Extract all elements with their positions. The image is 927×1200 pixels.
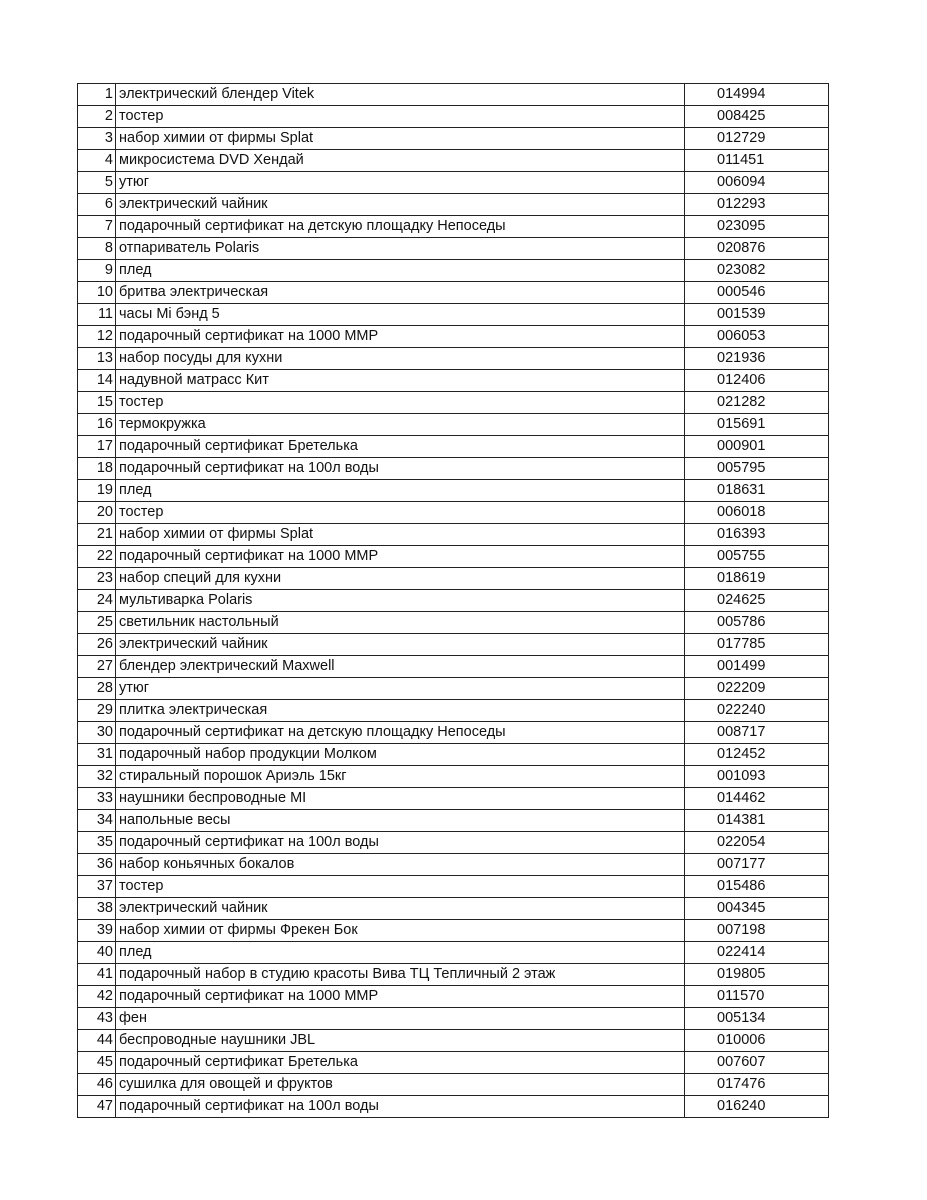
table-row (78, 898, 829, 920)
row-number-cell: 17 (78, 436, 116, 458)
row-number-cell: 29 (78, 700, 116, 722)
row-number-cell: 43 (78, 1008, 116, 1030)
table-row (78, 766, 829, 788)
item-name-cell: утюг (116, 678, 685, 700)
row-number-cell: 7 (78, 216, 116, 238)
ticket-code-cell: 008717 (685, 722, 829, 744)
table-row (78, 744, 829, 766)
ticket-code-cell: 001093 (685, 766, 829, 788)
item-name-cell: тостер (116, 106, 685, 128)
table-row (78, 568, 829, 590)
item-name-cell: тостер (116, 502, 685, 524)
row-number-cell: 12 (78, 326, 116, 348)
row-number-cell: 38 (78, 898, 116, 920)
table-row (78, 810, 829, 832)
table-row (78, 546, 829, 568)
table-row (78, 128, 829, 150)
row-number-cell: 8 (78, 238, 116, 260)
table-row (78, 216, 829, 238)
table-row (78, 678, 829, 700)
item-name-cell: отпариватель Polaris (116, 238, 685, 260)
ticket-code-cell: 017785 (685, 634, 829, 656)
table-row (78, 84, 829, 106)
ticket-code-cell: 024625 (685, 590, 829, 612)
ticket-code-cell: 001499 (685, 656, 829, 678)
item-name-cell: набор химии от фирмы Splat (116, 524, 685, 546)
row-number-cell: 3 (78, 128, 116, 150)
item-name-cell: напольные весы (116, 810, 685, 832)
item-name-cell: набор химии от фирмы Фрекен Бок (116, 920, 685, 942)
row-number-cell: 47 (78, 1096, 116, 1118)
ticket-code-cell: 014462 (685, 788, 829, 810)
row-number-cell: 39 (78, 920, 116, 942)
ticket-code-cell: 018631 (685, 480, 829, 502)
ticket-code-cell: 015486 (685, 876, 829, 898)
row-number-cell: 37 (78, 876, 116, 898)
row-number-cell: 33 (78, 788, 116, 810)
item-name-cell: тостер (116, 392, 685, 414)
table-row (78, 304, 829, 326)
table-row (78, 370, 829, 392)
ticket-code-cell: 022054 (685, 832, 829, 854)
item-name-cell: микросистема DVD Хендай (116, 150, 685, 172)
item-name-cell: блендер электрический Maxwell (116, 656, 685, 678)
row-number-cell: 18 (78, 458, 116, 480)
row-number-cell: 25 (78, 612, 116, 634)
item-name-cell: фен (116, 1008, 685, 1030)
row-number-cell: 24 (78, 590, 116, 612)
item-name-cell: сушилка для овощей и фруктов (116, 1074, 685, 1096)
ticket-code-cell: 018619 (685, 568, 829, 590)
ticket-code-cell: 006094 (685, 172, 829, 194)
ticket-code-cell: 016240 (685, 1096, 829, 1118)
ticket-code-cell: 007198 (685, 920, 829, 942)
table-row (78, 634, 829, 656)
table-row (78, 920, 829, 942)
item-name-cell: подарочный сертификат на 1000 МMP (116, 986, 685, 1008)
item-name-cell: плед (116, 942, 685, 964)
item-name-cell: электрический чайник (116, 194, 685, 216)
row-number-cell: 40 (78, 942, 116, 964)
ticket-code-cell: 021282 (685, 392, 829, 414)
row-number-cell: 26 (78, 634, 116, 656)
item-name-cell: утюг (116, 172, 685, 194)
ticket-code-cell: 000901 (685, 436, 829, 458)
ticket-code-cell: 005134 (685, 1008, 829, 1030)
item-name-cell: бритва электрическая (116, 282, 685, 304)
ticket-code-cell: 007177 (685, 854, 829, 876)
ticket-code-cell: 006018 (685, 502, 829, 524)
table-row (78, 238, 829, 260)
item-name-cell: подарочный сертификат на 1000 МMP (116, 326, 685, 348)
row-number-cell: 34 (78, 810, 116, 832)
table-row (78, 260, 829, 282)
item-name-cell: подарочный сертификат на 1000 МMP (116, 546, 685, 568)
item-name-cell: набор специй для кухни (116, 568, 685, 590)
item-name-cell: тостер (116, 876, 685, 898)
item-name-cell: электрический блендер Vitek (116, 84, 685, 106)
ticket-code-cell: 010006 (685, 1030, 829, 1052)
table-row (78, 436, 829, 458)
item-name-cell: надувной матрасс Кит (116, 370, 685, 392)
row-number-cell: 44 (78, 1030, 116, 1052)
table-row (78, 722, 829, 744)
table-row (78, 480, 829, 502)
table-row (78, 172, 829, 194)
ticket-code-cell: 016393 (685, 524, 829, 546)
item-name-cell: подарочный сертификат на детскую площадку Непоседы (116, 216, 685, 238)
ticket-code-cell: 000546 (685, 282, 829, 304)
ticket-code-cell: 014381 (685, 810, 829, 832)
row-number-cell: 10 (78, 282, 116, 304)
table-row (78, 832, 829, 854)
prize-table (77, 83, 829, 1118)
row-number-cell: 1 (78, 84, 116, 106)
item-name-cell: электрический чайник (116, 898, 685, 920)
row-number-cell: 41 (78, 964, 116, 986)
table-row (78, 282, 829, 304)
item-name-cell: мультиварка Polaris (116, 590, 685, 612)
ticket-code-cell: 006053 (685, 326, 829, 348)
row-number-cell: 23 (78, 568, 116, 590)
table-row (78, 612, 829, 634)
table-row (78, 1096, 829, 1118)
table-row (78, 414, 829, 436)
row-number-cell: 9 (78, 260, 116, 282)
item-name-cell: подарочный сертификат Бретелька (116, 436, 685, 458)
item-name-cell: плитка электрическая (116, 700, 685, 722)
table-row (78, 986, 829, 1008)
ticket-code-cell: 014994 (685, 84, 829, 106)
row-number-cell: 36 (78, 854, 116, 876)
ticket-code-cell: 012729 (685, 128, 829, 150)
row-number-cell: 27 (78, 656, 116, 678)
item-name-cell: подарочный набор в студию красоты Вива ТЦ Тепличный 2 этаж (116, 964, 685, 986)
item-name-cell: плед (116, 260, 685, 282)
ticket-code-cell: 023082 (685, 260, 829, 282)
row-number-cell: 4 (78, 150, 116, 172)
table-row (78, 106, 829, 128)
ticket-code-cell: 005786 (685, 612, 829, 634)
ticket-code-cell: 011451 (685, 150, 829, 172)
table-row (78, 392, 829, 414)
row-number-cell: 20 (78, 502, 116, 524)
item-name-cell: подарочный сертификат на 100л воды (116, 832, 685, 854)
row-number-cell: 13 (78, 348, 116, 370)
ticket-code-cell: 017476 (685, 1074, 829, 1096)
ticket-code-cell: 022209 (685, 678, 829, 700)
ticket-code-cell: 005755 (685, 546, 829, 568)
table-row (78, 348, 829, 370)
table-row (78, 656, 829, 678)
ticket-code-cell: 015691 (685, 414, 829, 436)
item-name-cell: набор коньячных бокалов (116, 854, 685, 876)
table-row (78, 150, 829, 172)
table-row (78, 964, 829, 986)
item-name-cell: электрический чайник (116, 634, 685, 656)
ticket-code-cell: 023095 (685, 216, 829, 238)
table-row (78, 1074, 829, 1096)
ticket-code-cell: 007607 (685, 1052, 829, 1074)
item-name-cell: часы Mi бэнд 5 (116, 304, 685, 326)
ticket-code-cell: 021936 (685, 348, 829, 370)
row-number-cell: 6 (78, 194, 116, 216)
item-name-cell: подарочный сертификат на 100л воды (116, 458, 685, 480)
table-row (78, 502, 829, 524)
ticket-code-cell: 004345 (685, 898, 829, 920)
ticket-code-cell: 020876 (685, 238, 829, 260)
row-number-cell: 42 (78, 986, 116, 1008)
item-name-cell: набор химии от фирмы Splat (116, 128, 685, 150)
table-row (78, 1052, 829, 1074)
row-number-cell: 5 (78, 172, 116, 194)
table-row (78, 524, 829, 546)
ticket-code-cell: 012452 (685, 744, 829, 766)
prize-list-sheet (77, 83, 798, 1118)
ticket-code-cell: 001539 (685, 304, 829, 326)
item-name-cell: беспроводные наушники JBL (116, 1030, 685, 1052)
item-name-cell: подарочный сертификат на детскую площадку Непоседы (116, 722, 685, 744)
ticket-code-cell: 012406 (685, 370, 829, 392)
row-number-cell: 21 (78, 524, 116, 546)
item-name-cell: подарочный сертификат на 100л воды (116, 1096, 685, 1118)
item-name-cell: подарочный набор продукции Молком (116, 744, 685, 766)
table-row (78, 194, 829, 216)
ticket-code-cell: 022240 (685, 700, 829, 722)
table-row (78, 1008, 829, 1030)
prize-table-body (78, 84, 829, 1118)
row-number-cell: 14 (78, 370, 116, 392)
row-number-cell: 28 (78, 678, 116, 700)
row-number-cell: 45 (78, 1052, 116, 1074)
table-row (78, 876, 829, 898)
ticket-code-cell: 022414 (685, 942, 829, 964)
row-number-cell: 22 (78, 546, 116, 568)
row-number-cell: 30 (78, 722, 116, 744)
row-number-cell: 46 (78, 1074, 116, 1096)
table-row (78, 854, 829, 876)
row-number-cell: 31 (78, 744, 116, 766)
ticket-code-cell: 019805 (685, 964, 829, 986)
ticket-code-cell: 005795 (685, 458, 829, 480)
item-name-cell: подарочный сертификат Бретелька (116, 1052, 685, 1074)
row-number-cell: 16 (78, 414, 116, 436)
ticket-code-cell: 008425 (685, 106, 829, 128)
row-number-cell: 11 (78, 304, 116, 326)
table-row (78, 942, 829, 964)
row-number-cell: 15 (78, 392, 116, 414)
row-number-cell: 19 (78, 480, 116, 502)
table-row (78, 788, 829, 810)
ticket-code-cell: 011570 (685, 986, 829, 1008)
item-name-cell: набор посуды для кухни (116, 348, 685, 370)
row-number-cell: 2 (78, 106, 116, 128)
table-row (78, 700, 829, 722)
table-row (78, 458, 829, 480)
table-row (78, 1030, 829, 1052)
item-name-cell: наушники беспроводные MI (116, 788, 685, 810)
item-name-cell: стиральный порошок Ариэль 15кг (116, 766, 685, 788)
table-row (78, 326, 829, 348)
table-row (78, 590, 829, 612)
row-number-cell: 32 (78, 766, 116, 788)
item-name-cell: светильник настольный (116, 612, 685, 634)
item-name-cell: термокружка (116, 414, 685, 436)
item-name-cell: плед (116, 480, 685, 502)
ticket-code-cell: 012293 (685, 194, 829, 216)
row-number-cell: 35 (78, 832, 116, 854)
